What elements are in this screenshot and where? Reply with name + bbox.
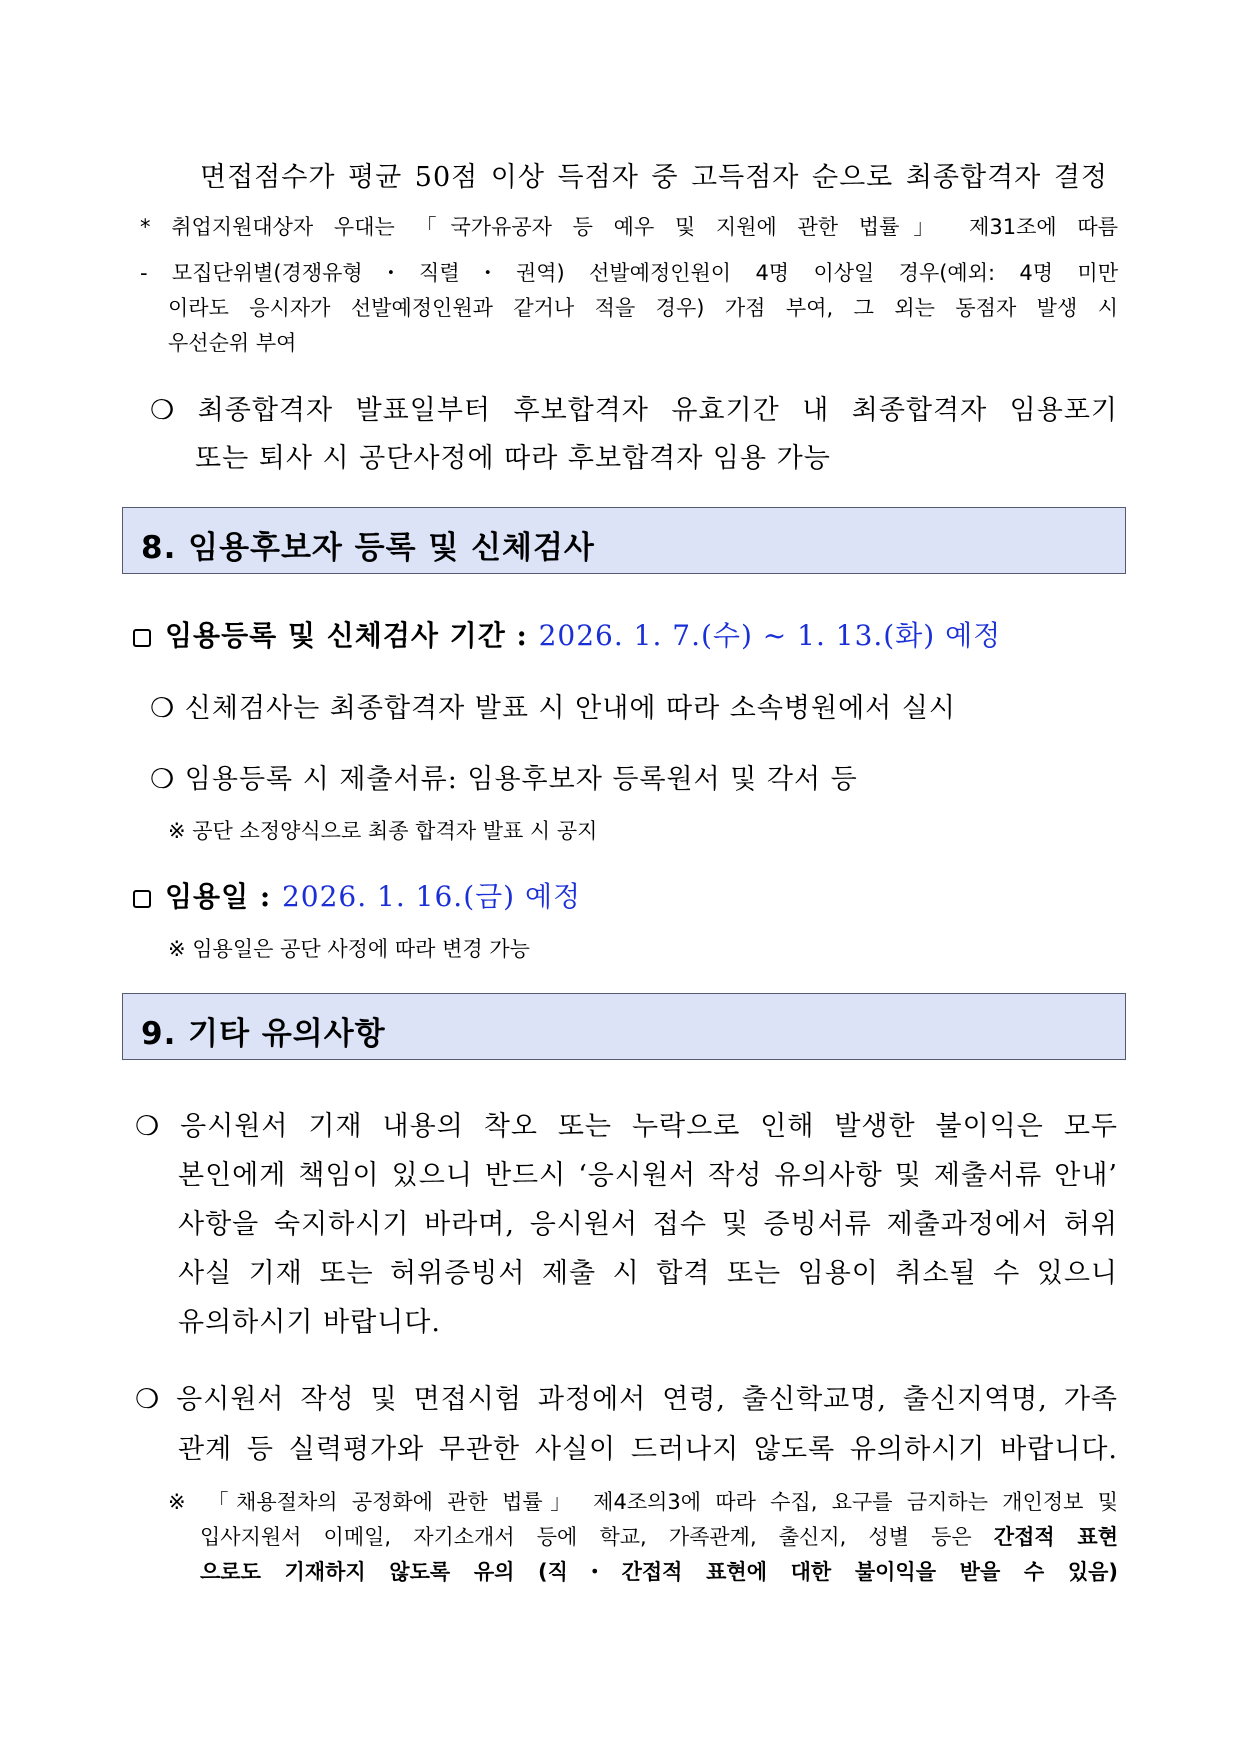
fair-hiring-note-emphasis: 간접적 표현 bbox=[993, 1525, 1118, 1549]
registration-period bbox=[133, 614, 1001, 654]
fair-hiring-note-line-2 bbox=[200, 1521, 1118, 1551]
caution-p1-line-3: 사항을 숙지하시기 바라며, 응시원서 접수 및 증빙서류 제출과정에서 허위 bbox=[178, 1209, 1118, 1240]
bonus-points-line-3: 우선순위 부여 bbox=[168, 331, 297, 355]
registration-period-value: 2026. 1. 7.(수) ~ 1. 13.(화) 예정 bbox=[538, 619, 1002, 652]
caution-p2-line-2: 관계 등 실력평가와 무관한 사실이 드러나지 않도록 유의하시기 바랍니다. bbox=[178, 1434, 1118, 1465]
veteran-preference-note: * 취업지원대상자 우대는 「국가유공자 등 예우 및 지원에 관한 법률」 제31조에 따름 bbox=[140, 215, 1118, 239]
appointment-date-value: 2026. 1. 16.(금) 예정 bbox=[281, 880, 582, 913]
date-change-notice: ※ 임용일은 공단 사정에 따라 변경 가능 bbox=[168, 937, 530, 961]
section-9-title: 9. 기타 유의사항 bbox=[141, 1016, 386, 1052]
checkbox-square-icon bbox=[133, 890, 151, 908]
alternate-appointment-line-1: ❍ 최종합격자 발표일부터 후보합격자 유효기간 내 최종합격자 임용포기 bbox=[150, 395, 1118, 426]
alternate-appointment-line-2: 또는 퇴사 시 공단사정에 따라 후보합격자 임용 가능 bbox=[195, 443, 831, 474]
appointment-date-label: 임용일 : bbox=[165, 880, 282, 913]
section-8-title: 8. 임용후보자 등록 및 신체검사 bbox=[141, 530, 595, 566]
caution-p2-line-1: ❍ 응시원서 작성 및 면접시험 과정에서 연령, 출신학교명, 출신지역명, 가족 bbox=[135, 1384, 1118, 1415]
section-8-header bbox=[122, 507, 1126, 574]
registration-period-label: 임용등록 및 신체검사 기간 : bbox=[165, 619, 539, 652]
final-pass-criteria: 면접점수가 평균 50점 이상 득점자 중 고득점자 순으로 최종합격자 결정 bbox=[200, 162, 1108, 193]
bonus-points-line-1: - 모집단위별(경쟁유형・직렬・권역) 선발예정인원이 4명 이상일 경우(예외: 4명 미만 bbox=[140, 261, 1118, 285]
medical-exam-info: ❍ 신체검사는 최종합격자 발표 시 안내에 따라 소속병원에서 실시 bbox=[150, 693, 956, 724]
form-notice: ※ 공단 소정양식으로 최종 합격자 발표 시 공지 bbox=[168, 819, 598, 843]
caution-p1-line-2: 본인에게 책임이 있으니 반드시 ‘응시원서 작성 유의사항 및 제출서류 안내’ bbox=[178, 1160, 1118, 1191]
bonus-points-line-2: 이라도 응시자가 선발예정인원과 같거나 적을 경우) 가점 부여, 그 외는 동점자 발생 시 bbox=[168, 296, 1118, 320]
checkbox-square-icon bbox=[133, 629, 151, 647]
fair-hiring-note-line-2-text: 입사지원서 이메일, 자기소개서 등에 학교, 가족관계, 출신지, 성별 등은 bbox=[200, 1525, 994, 1549]
caution-p1-line-1: ❍ 응시원서 기재 내용의 착오 또는 누락으로 인해 발생한 불이익은 모두 bbox=[135, 1111, 1118, 1142]
fair-hiring-note-line-3: 으로도 기재하지 않도록 유의 (직・간접적 표현에 대한 불이익을 받을 수 있음) bbox=[200, 1560, 1118, 1584]
appointment-date bbox=[133, 875, 581, 915]
section-9-header bbox=[122, 993, 1126, 1060]
fair-hiring-note-line-1: ※ 「채용절차의 공정화에 관한 법률」 제4조의3에 따라 수집, 요구를 금지하는 개인정보 및 bbox=[168, 1490, 1118, 1514]
required-documents: ❍ 임용등록 시 제출서류: 임용후보자 등록원서 및 각서 등 bbox=[150, 764, 858, 795]
caution-p1-line-4: 사실 기재 또는 허위증빙서 제출 시 합격 또는 임용이 취소될 수 있으니 bbox=[178, 1258, 1118, 1289]
caution-p1-line-5: 유의하시기 바랍니다. bbox=[178, 1307, 441, 1338]
